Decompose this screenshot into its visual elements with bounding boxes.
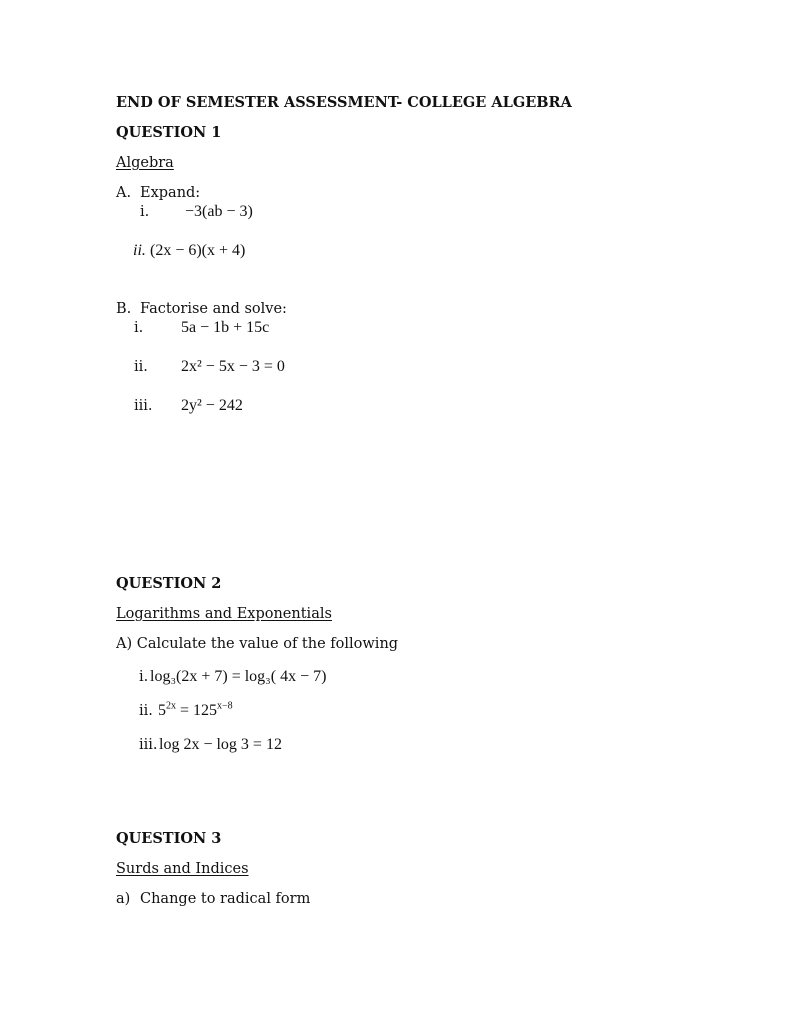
q1-b-item-2-expression: 2x² − 5x − 3 = 0 (181, 358, 285, 375)
q1-b-item-2-number: ii. (134, 359, 148, 375)
q2-item-2-number: ii. (139, 703, 153, 719)
q1-b-item-1-expression: 5a − 1b + 15c (181, 319, 270, 336)
q2-item-2-expression: $5^{2x} = 125^{x-8}$ (158, 700, 233, 719)
q1-b-item-3-number: iii. (134, 398, 153, 414)
q2-item-1-number: i. (139, 669, 149, 685)
q2-item-1-expression: log₃(2x + 7) = log₃( 4x − 7) (150, 668, 327, 685)
q1-a-item-1-number: i. (140, 204, 150, 220)
question-1-heading: QUESTION 1 (116, 124, 222, 141)
question-2-topic: Logarithms and Exponentials (116, 606, 332, 622)
q1-part-a-instruction: Expand: (140, 185, 201, 201)
q1-b-item-1-number: i. (134, 320, 144, 336)
q1-part-b-label: B. (116, 301, 132, 317)
question-3-heading: QUESTION 3 (116, 830, 222, 847)
q1-a-item-2-number: ii. (133, 242, 146, 259)
q1-b-item-3-expression: 2y² − 242 (181, 397, 243, 414)
document-title: END OF SEMESTER ASSESSMENT- COLLEGE ALGEBRA (116, 94, 572, 111)
q1-a-item-2-expression: (2x − 6)(x + 4) (150, 242, 246, 259)
question-3-topic: Surds and Indices (116, 861, 249, 877)
q2-part-a-instruction: A) Calculate the value of the following (116, 636, 399, 652)
q2-item-3-number: iii. (139, 737, 158, 753)
question-2-heading: QUESTION 2 (116, 575, 222, 592)
q1-part-a-label: A. (116, 185, 132, 201)
q3-part-a-label: a) (116, 891, 131, 907)
q2-item-3-expression: log 2x − log 3 = 12 (159, 736, 282, 753)
q1-a-item-1-expression: −3(ab − 3) (185, 203, 253, 220)
question-1-topic: Algebra (116, 155, 174, 171)
q1-part-b-instruction: Factorise and solve: (140, 301, 287, 317)
q3-part-a-instruction: Change to radical form (140, 891, 311, 907)
